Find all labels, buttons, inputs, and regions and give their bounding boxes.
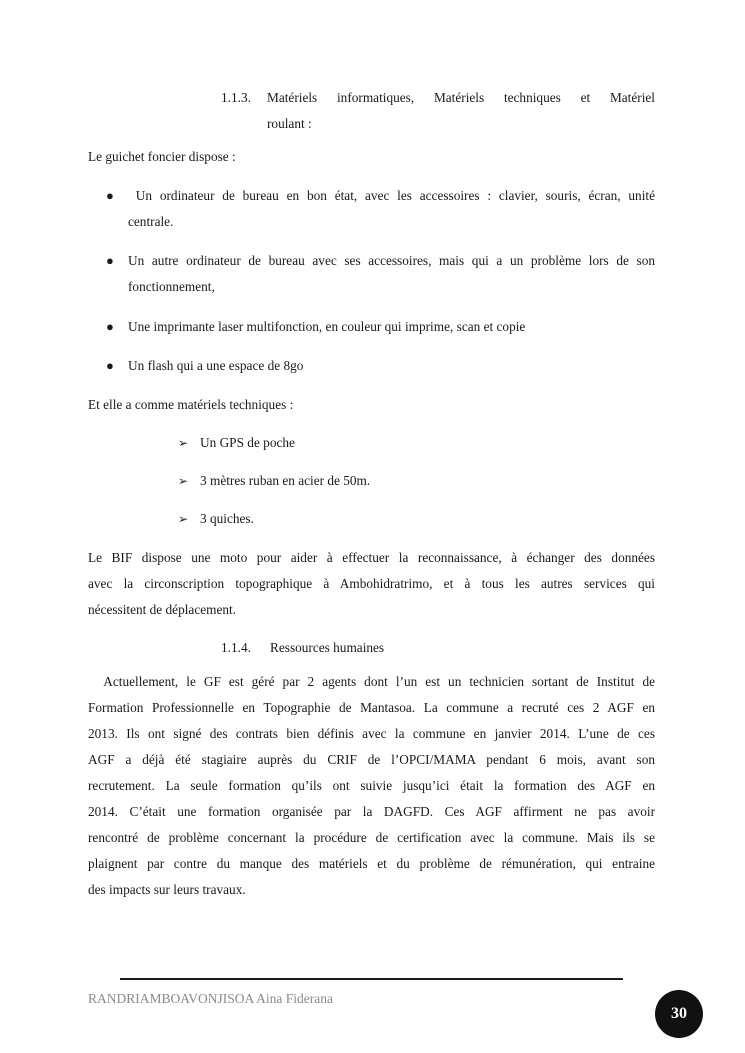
- list-item-line-2: centrale.: [128, 214, 174, 229]
- arrow-bullet-icon: ➢: [178, 474, 189, 488]
- intro-text: Le guichet foncier dispose :: [88, 149, 236, 164]
- tech-item-text: 3 quiches.: [200, 511, 254, 526]
- bullet-icon: ●: [106, 358, 114, 373]
- arrow-bullet-icon: ➢: [178, 512, 189, 526]
- footer-author: RANDRIAMBOAVONJISOA Aina Fiderana: [88, 991, 334, 1006]
- section-title-line-2: roulant :: [267, 116, 312, 131]
- paragraph-line: recrutement. La seule formation qu’ils ont suivie jusqu’ici était la formation des AGF en: [88, 778, 655, 793]
- tech-intro-text: Et elle a comme matériels techniques :: [88, 397, 294, 412]
- footer-rule: [120, 978, 623, 980]
- bullet-icon: ●: [106, 319, 114, 334]
- paragraph-line: nécessitent de déplacement.: [88, 602, 237, 617]
- list-item-line-1: Un autre ordinateur de bureau avec ses accessoires, mais qui a un problème lors de son: [128, 253, 655, 268]
- paragraph-line: Formation Professionnelle en Topographie de Mantasoa. La commune a recruté ces 2 AGF en: [88, 700, 655, 715]
- page-number-badge: 30: [655, 990, 703, 1038]
- section-title: Ressources humaines: [270, 640, 385, 655]
- paragraph-line: avec la circonscription topographique à Ambohidratrimo, et à tous les autres services qui: [88, 576, 655, 591]
- section-title-line-1: Matériels informatiques, Matériels techniques et Matériel: [267, 90, 655, 105]
- tech-item-text: 3 mètres ruban en acier de 50m.: [200, 473, 371, 488]
- paragraph-line: Le BIF dispose une moto pour aider à effectuer la reconnaissance, à échanger des données: [88, 550, 655, 565]
- list-item-line-2: fonctionnement,: [128, 279, 215, 294]
- arrow-bullet-icon: ➢: [178, 436, 189, 450]
- paragraph-line: AGF a déjà été stagiaire auprès du CRIF de l’OPCI/MAMA pendant 6 mois, avant son: [88, 752, 655, 767]
- paragraph-line: Actuellement, le GF est géré par 2 agents dont l’un est un technicien sortant de Institut de: [88, 674, 655, 689]
- paragraph-line: rencontré de problème concernant la procédure de certification avec la commune. Mais ils se: [88, 830, 655, 845]
- bullet-icon: ●: [106, 188, 114, 203]
- paragraph-line: plaignent par contre du manque des matériels et du problème de rémunération, qui entraine: [88, 856, 655, 871]
- list-item-line-1: Un ordinateur de bureau en bon état, avec les accessoires : clavier, souris, écran, unité: [128, 188, 655, 203]
- section-number: 1.1.4.: [221, 640, 251, 655]
- bullet-icon: ●: [106, 253, 114, 268]
- tech-item-text: Un GPS de poche: [200, 435, 295, 450]
- paragraph-line: des impacts sur leurs travaux.: [88, 882, 246, 897]
- section-number: 1.1.3.: [221, 90, 251, 105]
- paragraph-line: 2014. C’était une formation organisée par la DAGFD. Ces AGF affirment ne pas avoir: [88, 804, 655, 819]
- list-item-line-1: Une imprimante laser multifonction, en couleur qui imprime, scan et copie: [128, 319, 526, 334]
- paragraph-line: 2013. Ils ont signé des contrats bien définis avec la commune en janvier 2014. L’une de ces: [88, 726, 655, 741]
- list-item-line-1: Un flash qui a une espace de 8go: [128, 358, 304, 373]
